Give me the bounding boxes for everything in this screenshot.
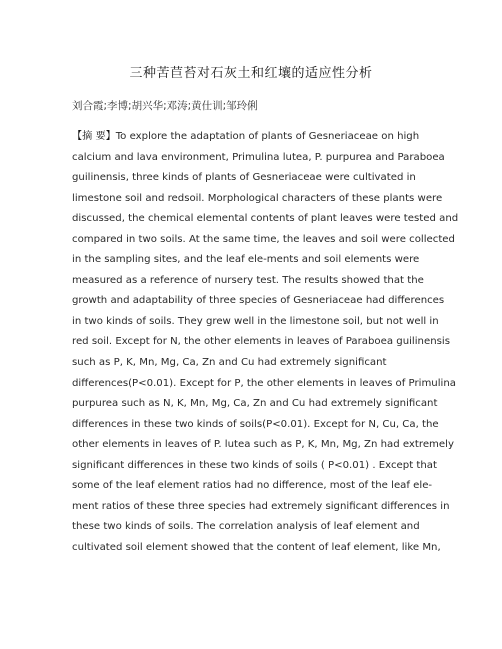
abstract-line: in the sampling sites, and the leaf ele-ments and soil elements were [72,254,420,266]
abstract-line: in two kinds of soils. They grew well in the limestone soil, but not well in [72,315,439,327]
abstract-line: limestone soil and redsoil. Morphological characters of these plants were [72,192,443,204]
abstract-line: some of the leaf element ratios had no difference, most of the leaf ele- [72,480,433,492]
abstract-line: differences in these two kinds of soils(P<0.01). Except for N, Cu, Ca, the [72,418,439,430]
abstract-line [72,127,432,148]
abstract-line: cultivated soil element showed that the content of leaf element, like Mn, [72,541,441,553]
abstract-line: purpurea such as N, K, Mn, Mg, Ca, Zn and Cu had extremely significant [72,398,438,410]
abstract-line: calcium and lava environment, Primulina lutea, P. purpurea and Paraboea [72,151,445,163]
abstract-line: red soil. Except for N, the other elements in leaves of Paraboea guilinensis [72,336,450,348]
abstract-line: guilinensis, three kinds of plants of Gesneriaceae were cultivated in [72,172,416,184]
abstract-line: discussed, the chemical elemental contents of plant leaves were tested and [72,213,459,225]
abstract-line: ment ratios of these three species had extremely significant differences in [72,500,450,512]
abstract-line: compared in two soils. At the same time, the leaves and soil were collected [72,233,455,245]
abstract [72,127,459,558]
abstract-line: other elements in leaves of P. lutea such as P, K, Mn, Mg, Zn had extremely [72,439,454,451]
abstract-line: significant differences in these two kinds of soils ( P<0.01) . Except that [72,459,437,471]
abstract-line: such as P, K, Mn, Mg, Ca, Zn and Cu had extremely significant [72,357,387,369]
abstract-line: these two kinds of soils. The correlation analysis of leaf element and [72,521,420,533]
abstract-line: differences(P<0.01). Except for P, the other elements in leaves of Primulina [72,377,456,389]
abstract-line: measured as a reference of nursery test. The results showed that the [72,274,424,286]
abstract-line-text: To explore the adaptation of plants of Gesneriaceae on high [115,131,420,142]
author-list: 刘合霞;李博;胡兴华;邓涛;黄仕训;邹玲俐 [72,100,258,112]
abstract-label: 【摘 要】 [72,131,116,142]
paper-title: 三种苦苣苔对石灰土和红壤的适应性分析 [129,66,373,81]
abstract-line: growth and adaptability of three species of Gesneriaceae had differences [72,295,445,307]
